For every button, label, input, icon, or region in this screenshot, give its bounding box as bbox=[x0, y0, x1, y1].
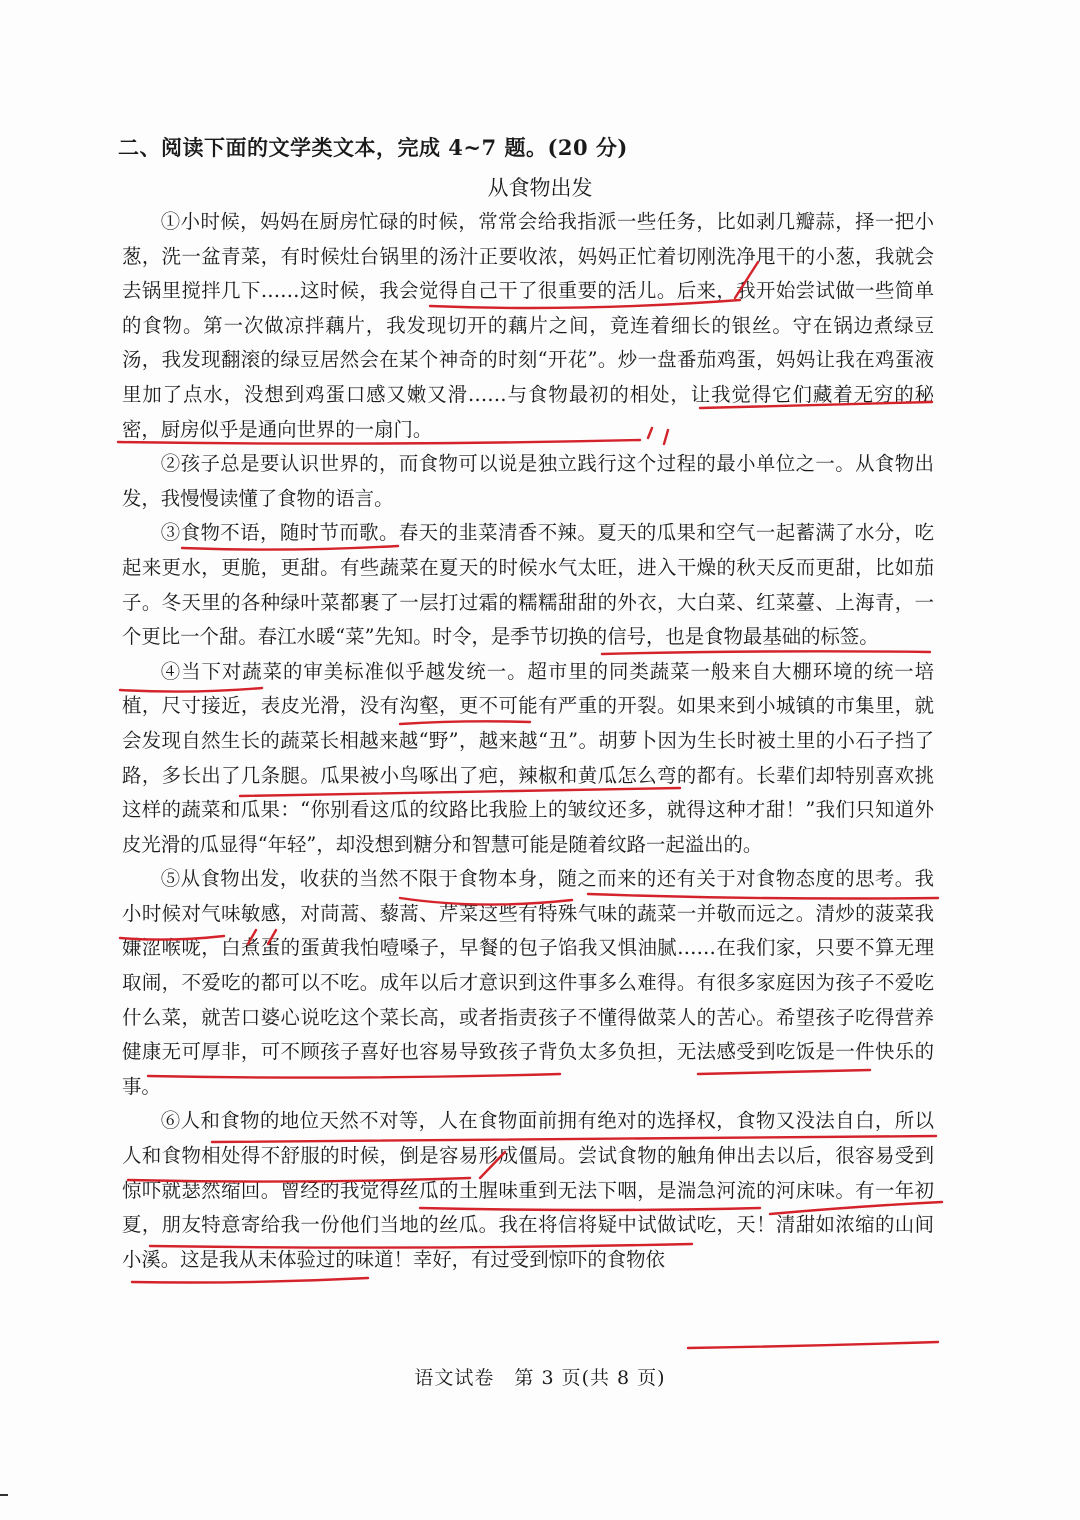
paragraph-2: ②孩子总是要认识世界的，而食物可以说是独立践行这个过程的最小单位之一。从食物出发，我慢慢读懂了食物的语言。 bbox=[122, 452, 934, 510]
article-title: 从食物出发 bbox=[487, 176, 593, 200]
article-body bbox=[122, 205, 934, 1277]
section-heading: 二、阅读下面的文学类文本，完成 4~7 题。(20 分) bbox=[118, 135, 628, 160]
paragraph-6: ⑥人和食物的地位天然不对等，人在食物面前拥有绝对的选择权，食物又没法自白，所以人和食物相处得不舒服的时候，倒是容易形成僵局。尝试食物的触角伸出去以后，很容易受到惊吓就瑟然缩回。曾经的我觉得丝瓜的土腥味重到无法下咽，是湍急河流的河床味。有一年初夏，朋友特意寄给我一份他们当地的丝瓜。我在将信将疑中试做试吃，天！清甜如浓缩的山间小溪。这是我从未体验过的味道！幸好，有过受到惊吓的食物依 bbox=[122, 1109, 934, 1271]
paragraph-5: ⑤从食物出发，收获的当然不限于食物本身，随之而来的还有关于对食物态度的思考。我小时候对气味敏感，对茼蒿、藜蒿、芹菜这些有特殊气味的蔬菜一并敬而远之。清炒的菠菜我嫌涩喉咙，白煮蛋的蛋黄我怕噎嗓子，早餐的包子馅我又惧油腻……在我们家，只要不算无理取闹，不爱吃的都可以不吃。成年以后才意识到这件事多么难得。有很多家庭因为孩子不爱吃什么菜，就苦口婆心说吃这个菜长高，或者指责孩子不懂得做菜人的苦心。希望孩子吃得营养健康无可厚非，可不顾孩子喜好也容易导致孩子背负太多负担，无法感受到吃饭是一件快乐的事。 bbox=[122, 867, 934, 1098]
underline-mark bbox=[688, 1342, 938, 1348]
paragraph-3: ③食物不语，随时节而歌。春天的韭菜清香不辣。夏天的瓜果和空气一起蓄满了水分，吃起来更水，更脆，更甜。有些蔬菜在夏天的时候水气太旺，进入干燥的秋天反而更甜，比如茄子。冬天里的各种绿叶菜都裹了一层打过霜的糯糯甜甜的外衣，大白菜、红菜薹、上海青，一个更比一个甜。春江水暖“菜”先知。时令，是季节切换的信号，也是食物最基础的标签。 bbox=[122, 521, 934, 649]
paragraph-4: ④当下对蔬菜的审美标准似乎越发统一。超市里的同类蔬菜一般来自大棚环境的统一培植，尺寸接近，表皮光滑，没有沟壑，更不可能有严重的开裂。如果来到小城镇的市集里，就会发现自然生长的蔬菜长相越来越“野”，越来越“丑”。胡萝卜因为生长时被土里的小石子挡了路，多长出了几条腿。瓜果被小鸟啄出了疤，辣椒和黄瓜怎么弯的都有。长辈们却特别喜欢挑这样的蔬菜和瓜果：“你别看这瓜的纹路比我脸上的皱纹还多，就得这种才甜！”我们只知道外皮光滑的瓜显得“年轻”，却没想到糖分和智慧可能是随着纹路一起溢出的。 bbox=[122, 659, 934, 856]
scan-corner-mark bbox=[0, 1494, 8, 1496]
underline-mark bbox=[132, 1278, 368, 1283]
page-footer: 语文试卷 第 3 页(共 8 页) bbox=[414, 1367, 666, 1389]
paragraph-1: ①小时候，妈妈在厨房忙碌的时候，常常会给我指派一些任务，比如剥几瓣蒜，择一把小葱，洗一盆青菜，有时候灶台锅里的汤汁正要收浓，妈妈正忙着切刚洗净甩干的小葱，我就会去锅里搅拌几下……这时候，我会觉得自己干了很重要的活儿。后来，我开始尝试做一些简单的食物。第一次做凉拌藕片，我发现切开的藕片之间，竟连着细长的银丝。守在锅边煮绿豆汤，我发现翻滚的绿豆居然会在某个神奇的时刻“开花”。炒一盘番茄鸡蛋，妈妈让我在鸡蛋液里加了点水，没想到鸡蛋口感又嫩又滑……与食物最初的相处，让我觉得它们藏着无穷的秘密，厨房似乎是通向世界的一扇门。 bbox=[122, 210, 934, 441]
